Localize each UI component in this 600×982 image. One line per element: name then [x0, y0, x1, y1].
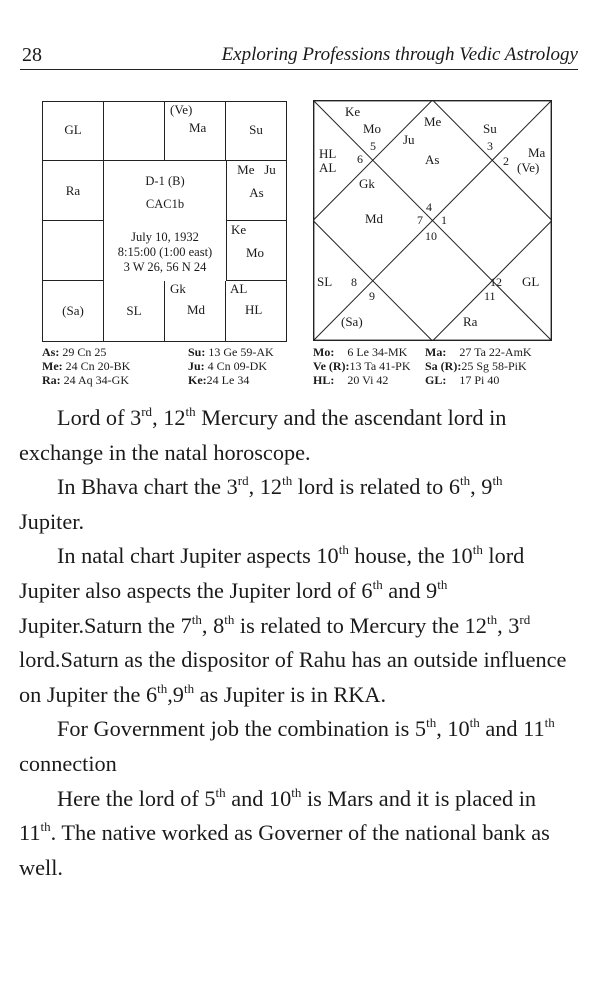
house-number: 6	[357, 152, 363, 166]
cell-taurus: (Ve) Ma	[165, 102, 226, 161]
north-label-ke: Ke	[345, 104, 361, 119]
house-number: 4	[426, 200, 432, 214]
cell-gemini: Su	[226, 102, 286, 161]
house-number: 10	[425, 229, 437, 243]
south-indian-chart	[42, 101, 287, 342]
north-label-md: Md	[365, 211, 384, 226]
paragraph: For Government job the combination is 5th, 10th and 11th connection	[19, 715, 555, 776]
north-label-ra: Ra	[463, 314, 478, 329]
house-number: 5	[370, 139, 376, 153]
north-label-ma: Ma	[528, 145, 546, 160]
north-label-gl: GL	[522, 274, 540, 289]
house-number: 3	[487, 139, 493, 153]
cell-leo: Ke Mo	[226, 221, 286, 281]
cell-pisces: GL	[43, 102, 104, 161]
north-label-as: As	[425, 152, 440, 167]
running-title: Exploring Professions through Vedic Astrology	[221, 44, 578, 65]
house-number: 1	[441, 213, 447, 227]
header-rule	[20, 69, 578, 70]
cell-aquarius: Ra	[43, 161, 104, 221]
paragraph: In natal chart Jupiter aspects 10th house, the 10th lord Jupiter also aspects the Jupiter lord of 6th and 9th Jupiter.Saturn the 7th, 8th is related to Mercury the 12th, 3rd lord.Saturn as the dispositor of Rahu has an outside influence on Jupiter the 6th,9th as Jupiter is in RKA.	[19, 542, 567, 707]
cell-cancer: Me Ju As	[226, 161, 286, 221]
paragraph: Lord of 3rd, 12th Mercury and the ascendant lord in exchange in the natal horoscope.	[19, 404, 507, 465]
north-label-sa: (Sa)	[341, 314, 363, 329]
cell-sagittarius: (Sa)	[43, 281, 104, 341]
house-number: 11	[484, 289, 496, 303]
cell-aries	[104, 102, 165, 161]
chart-center-info: D-1 (B) CAC1b July 10, 1932 8:15:00 (1:00 east) 3 W 26, 56 N 24	[117, 174, 213, 274]
paragraph: Here the lord of 5th and 10th is Mars and it is placed in 11th. The native worked as Governer of the national bank as well.	[19, 784, 550, 880]
north-label-al: AL	[319, 160, 337, 175]
page-number: 28	[22, 44, 42, 66]
north-label-me: Me	[424, 114, 442, 129]
north-label-ve: (Ve)	[517, 160, 540, 175]
north-label-su: Su	[483, 121, 497, 136]
paragraph: In Bhava chart the 3rd, 12th lord is related to 6th, 9th Jupiter.	[19, 473, 503, 534]
page-header	[20, 44, 578, 70]
north-label-ju: Ju	[403, 132, 415, 147]
north-label-sl: SL	[317, 274, 333, 289]
north-chart-lines	[313, 100, 552, 341]
house-number: 7	[417, 213, 423, 227]
cell-virgo: AL HL	[230, 281, 263, 317]
cell-capricorn	[43, 221, 104, 281]
north-label-hl: HL	[319, 146, 337, 161]
cell-scorpio: SL	[104, 281, 165, 341]
house-number: 8	[351, 275, 357, 289]
house-number: 12	[490, 275, 502, 289]
north-indian-chart	[313, 100, 552, 341]
cell-libra: Gk Md	[165, 281, 226, 341]
north-label-gk: Gk	[359, 176, 375, 191]
body-text	[19, 401, 571, 885]
house-number: 9	[369, 289, 375, 303]
north-label-mo: Mo	[363, 121, 382, 136]
house-number: 2	[503, 154, 509, 168]
